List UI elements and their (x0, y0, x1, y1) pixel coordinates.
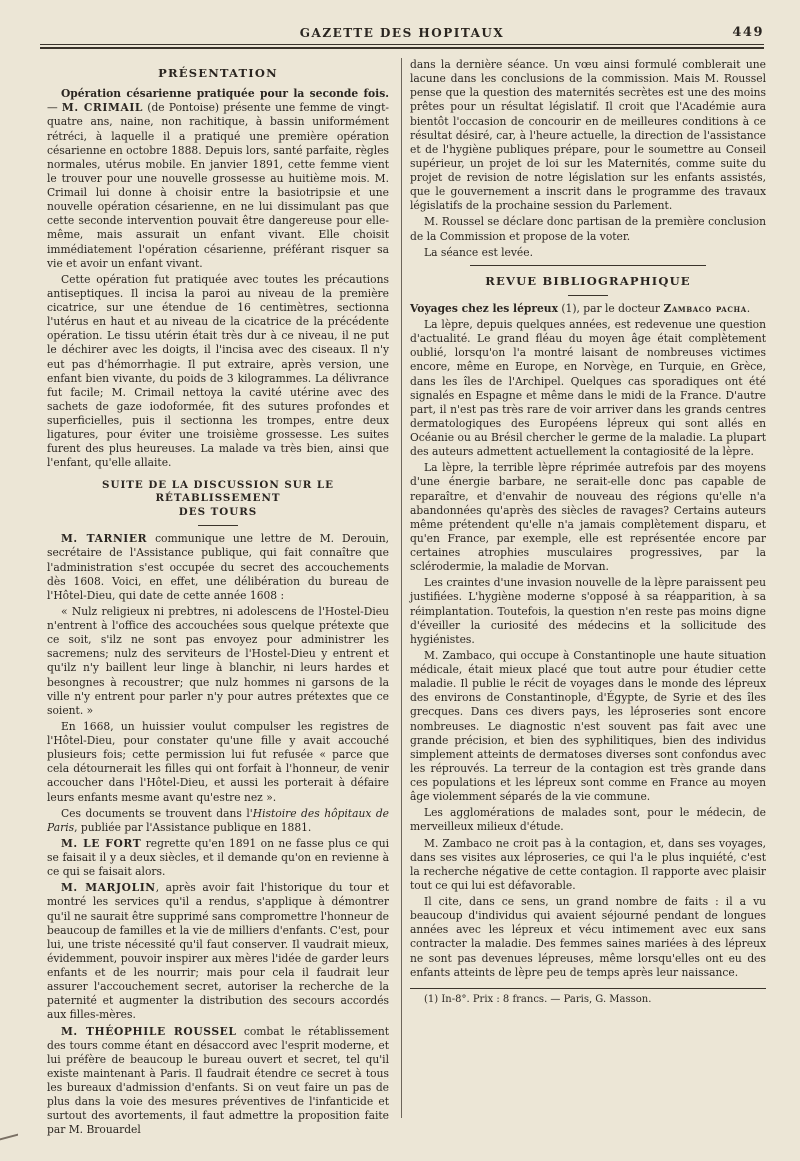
book-title: Histoire des hôpitaux de Paris (47, 806, 390, 834)
paragraph: La lèpre, depuis quelques années, est redevenue une question d'actualité. Le grand fléau du moyen âge était complètement oublié, lorsqu'on l'a montré laisant de nombreuses victimes encore, même en Europe, en Norvège, en Turquie, en Grèce, dans les îles de l'Archipel. Quelques cas sporadiques ont été signalés en Espagne et même dans le midi de la France. D'autre part, il n'est pas très rare de voir arriver dans les grands centres dermatologiques des Européens lépreux qui sont allés en Océanie ou au Brésil chercher le germe de la maladie. La plupart des auteurs admettent actuellement la contagiosité de la lèpre. (410, 318, 766, 459)
section-separator (198, 525, 238, 526)
section-heading-revue: REVUE BIBLIOGRAPHIQUE (485, 273, 691, 288)
paragraph-roussel (47, 1025, 389, 1138)
paragraph: La lèpre, la terrible lèpre réprimée autrefois par des moyens d'une énergie barbare, ne serait-elle donc pas capable de reparaître, et d'envahir de nouveau des régions qu'elle n'a abandonnées qu'après des siècles de ravages? Certains auteurs même prétendent qu'elle n'a jamais complètement disparu, et qu'en France, par exemple, elle est représentée encore par certaines atrophies musculaires progressives, par la sclérodermie, la maladie de Morvan. (410, 461, 766, 574)
author-name: Zambaco pacha (663, 301, 747, 315)
book-review-lead: Voyages chez les lépreux (1), par le docteur Zambaco pacha. (410, 301, 751, 315)
quotation: « Nulz religieux ni prebtres, ni adolescens de l'Hostel-Dieu n'entrent à l'office des accouchées sous quelque prétexte que ce soit, s'ilz ne sont pas envoyez pour administrer les sacremens; nulz des serviteurs de l'Hostel-Dieu y entrent et qu'ilz n'y baillent leur linge à blanchir, ni leurs hardes et besongnes à recoustrer; que nulz hommes ni garsons de la ville n'y entrent pour parler n'y pour autres prétextes que ce soient. » (47, 604, 389, 717)
speaker-name: M. LE FORT (61, 836, 142, 850)
paragraph-text: communique une lettre de M. Derouin, secrétaire de l'Assistance publique, qui fait connaître que l'administration s'est occupée du secret des accouchements dès 1608. Voici, en effet, une délibération du bureau de l'Hôtel-Dieu, qui date de cette année 1608 : (47, 532, 389, 602)
paragraph-text: (de Pontoise) présente une femme de vingt-quatre ans, naine, non rachitique, à bassin uniformément rétréci, à laquelle il a pratiqué une première opération césarienne en octobre 1888. Depuis lors, santé parfaite, règles normales, utérus mobile. En janvier 1891, cette femme vient le trouver pour une nouvelle grossesse au huitième mois. M. Crimail lui donne à choisir entre la basiotripsie et une nouvelle opération césarienne, en ne lui dissimulant pas que cette seconde intervention pouvait être dangereuse pour elle-même, mais assurait un enfant vivant. Elle choisit immédiatement l'opération césarienne, préférant risquer sa vie et avoir un enfant vivant. (47, 101, 390, 270)
paragraph-continued: dans la dernière séance. Un vœu ainsi formulé comblerait une lacune dans les conclusions de la commission. Mais M. Roussel pense que la question des maternités secrètes est une des moins prêtes pour un résultat législatif. Il croit que l'Académie aura bientôt l'occasion de concourir en de meilleures conditions à ce résultat désiré, car, à l'heure actuelle, la direction de l'assistance et de l'hygiène publiques prépare, pour le soumettre au Conseil supérieur, un projet de loi sur les Maternités, comme suite du projet de revision de notre législation sur les enfants assistés, que le gouvernement a inscrit dans le programme des travaux législatifs de la prochaine session du Parlement. (410, 58, 766, 213)
right-column (410, 58, 766, 1118)
paragraph-text: Ces documents se trouvent dans l' (61, 806, 253, 820)
paragraph-lefort (47, 837, 389, 879)
speaker-name: M. THÉOPHILE ROUSSEL (61, 1024, 237, 1038)
footnote-rule (410, 988, 766, 989)
session-closed: La séance est levée. (424, 245, 533, 259)
page-header (40, 22, 764, 42)
paragraph-cesarienne: Opération césarienne pratiquée pour la seconde fois. — M. CRIMAIL (de Pontoise) présente une femme de vingt-quatre ans, naine, non rachitique, à bassin uniformément rétréci, à laquelle il a pratiqué une première opération césarienne en octobre 1888. Depuis lors, santé parfaite, règles normales, utérus mobile. En janvier 1891, cette femme vient le trouver pour une nouvelle grossesse au huitième mois. M. Crimail lui donne à choisir entre la basiotripsie et une nouvelle opération césarienne, en ne lui dissimulant pas que cette seconde intervention pouvait être dangereuse pour elle-même, mais assurait un enfant vivant. Elle choisit immédiatement l'opération césarienne, préférant risquer sa vie et avoir un enfant vivant. (47, 87, 390, 270)
column-divider (401, 58, 402, 1118)
heading-line: DES TOURS (178, 505, 258, 518)
paragraph: Les agglomérations de malades sont, pour le médecin, de merveilleux milieux d'étude. (410, 806, 766, 834)
heading-line: SUITE DE LA DISCUSSION SUR LE RÉTABLISSEMENT (102, 478, 334, 505)
header-rule-thick (40, 47, 764, 49)
paragraph-documents (47, 807, 389, 835)
paragraph: M. Zambaco ne croit pas à la contagion, et, dans ses voyages, dans ses visites aux léproseries, ce qui l'a le plus inquiété, c'est la recherche négative de cette contagion. Il rapporte avec plaisir tout ce qui lui est défavorable. (410, 836, 766, 892)
header-rule (40, 44, 764, 45)
paragraph: Il cite, dans ce sens, un grand nombre de faits : il a vu beaucoup d'individus qui avaient séjourné pendant de longues années avec les lépreux et vécu intimement avec eux sans contracter la maladie. Des femmes saines mariées à des lépreux ne sont pas devenues lépreuses, même lorsqu'elles ont eu des enfants atteints de lèpre peu de temps après leur naissance. (410, 895, 766, 979)
paragraph-text: , après avoir fait l'historique du tour et montré les services qu'il a rendus, s'applique à démontrer qu'il ne saurait être supprimé sans compromettre l'honneur de beaucoup de familles et la vie de milliers d'enfants. C'est, pour lui, une triste nécessité qu'il faut conserver. Il vaudrait mieux, évidemment, pouvoir inspirer aux mères l'idée de garder leurs enfants et de les nourrir; mais pour cela il faudrait leur assurer l'accouchement secret, autoriser la recherche de la paternité et augmenter la distribution des secours accordés aux filles-mères. (47, 881, 389, 1022)
paragraph-tarnier (47, 532, 389, 603)
paragraph-text: regrette qu'en 1891 on ne fasse plus ce qui se faisait il y a deux siècles, et il demande qu'on en revienne à ce qui se faisait alors. (47, 836, 389, 879)
journal-title: GAZETTE DES HOPITAUX (299, 26, 505, 40)
reference-text: (1), par le docteur (557, 301, 664, 315)
left-column (47, 58, 390, 1137)
paragraph-text: combat le rétablissement des tours comme étant en désaccord avec l'esprit moderne, et lui préfère de beaucoup le bureau ouvert et secret, tel qu'il existe maintenant à Paris. Il faudrait étendre ce secret à tous les bureaux d'admission d'enfants. Si on veut faire un pas de plus dans la voie des mesures préventives de l'infanticide et surtout des avortements, il faut admettre la proposition faite par M. Brouardel (47, 1024, 389, 1137)
paragraph: Cette opération fut pratiquée avec toutes les précautions antiseptiques. Il incisa la paroi au niveau de la première cicatrice, sur une étendue de 16 centimètres, sectionna l'utérus en haut et au niveau de la cicatrice de la précédente opération. Le tissu utérin était très dur à ce niveau, il ne put le déchirer avec les doigts, il l'incisa avec des ciseaux. Il n'y eut pas d'hémorrhagie. Il put extraire, après version, une enfant bien vivante, du poids de 3 kilogrammes. La délivrance fut facile; M. Crimail nettoya la cavité utérine avec des sachets de gaze iodoformée, fit des sutures profondes et superficielles, puis il sectionna les trompes, entre deux ligatures, pour éviter une troisième grossesse. Les suites furent des plus heureuses. La malade va très bien, ainsi que l'enfant, qu'elle allaite. (47, 272, 389, 470)
paragraph: En 1668, un huissier voulut compulser les registres de l'Hôtel-Dieu, pour constater qu'une fille y avait accouché plusieurs fois; cette permission lui fut refusée « parce que cela détournerait les filles qui ont forfait à l'honneur, de venir accoucher dans l'Hôtel-Dieu, et aussi les porterait à défaire leurs enfants mesme avant qu'estre nez ». (47, 719, 389, 804)
section-separator (568, 295, 608, 296)
paragraph: Les craintes d'une invasion nouvelle de la lèpre paraissent peu justifiées. L'hygiène moderne s'opposé à sa réapparition, à sa réimplantation. Toutefois, la question n'en reste pas moins digne d'éveiller la curiosité des médecins et la sollicitude des hygiénistes. (410, 576, 766, 646)
ornament-rule (470, 265, 706, 266)
speaker-name: M. TARNIER (61, 532, 148, 546)
speaker-name: M. MARJOLIN (61, 881, 156, 895)
lead-title: Opération césarienne pratiquée pour la seconde fois. (61, 87, 389, 101)
section-heading-discussion (47, 479, 389, 520)
footnote: (1) In-8°. Prix : 8 francs. — Paris, G. Masson. (424, 993, 652, 1005)
paragraph-marjolin (47, 881, 389, 1022)
book-title: Voyages chez les lépreux (410, 301, 558, 315)
paragraph-text: , publiée par l'Assistance publique en 1881. (74, 820, 312, 834)
ornament-divider (410, 265, 766, 266)
paragraph: M. Zambaco, qui occupe à Constantinople une haute situation médicale, était mieux placé que tout autre pour étudier cette maladie. Il publie le récit de voyages dans le monde des lépreux des environs de Constantinople, d'Égypte, de Syrie et des îles grecques. Dans ces divers pays, les léproseries sont encore nombreuses. Le diagnostic n'est souvent pas fait avec une grande précision, et bien des syphilitiques, bien des individus simplement atteints de dermatoses diverses sont confondus avec les réprouvés. La terreur de la contagion est très grande dans ces populations et les lépreux sont comme en France au moyen âge violemment séparés de la vie commune. (410, 648, 766, 804)
page-number: 449 (732, 25, 764, 40)
paragraph: M. Roussel se déclare donc partisan de la première conclusion de la Commission et propose de la voter. (410, 215, 766, 243)
speaker-name: M. CRIMAIL (61, 101, 144, 115)
page-corner-mark (0, 1122, 18, 1141)
section-heading-presentation: PRÉSENTATION (158, 66, 278, 80)
